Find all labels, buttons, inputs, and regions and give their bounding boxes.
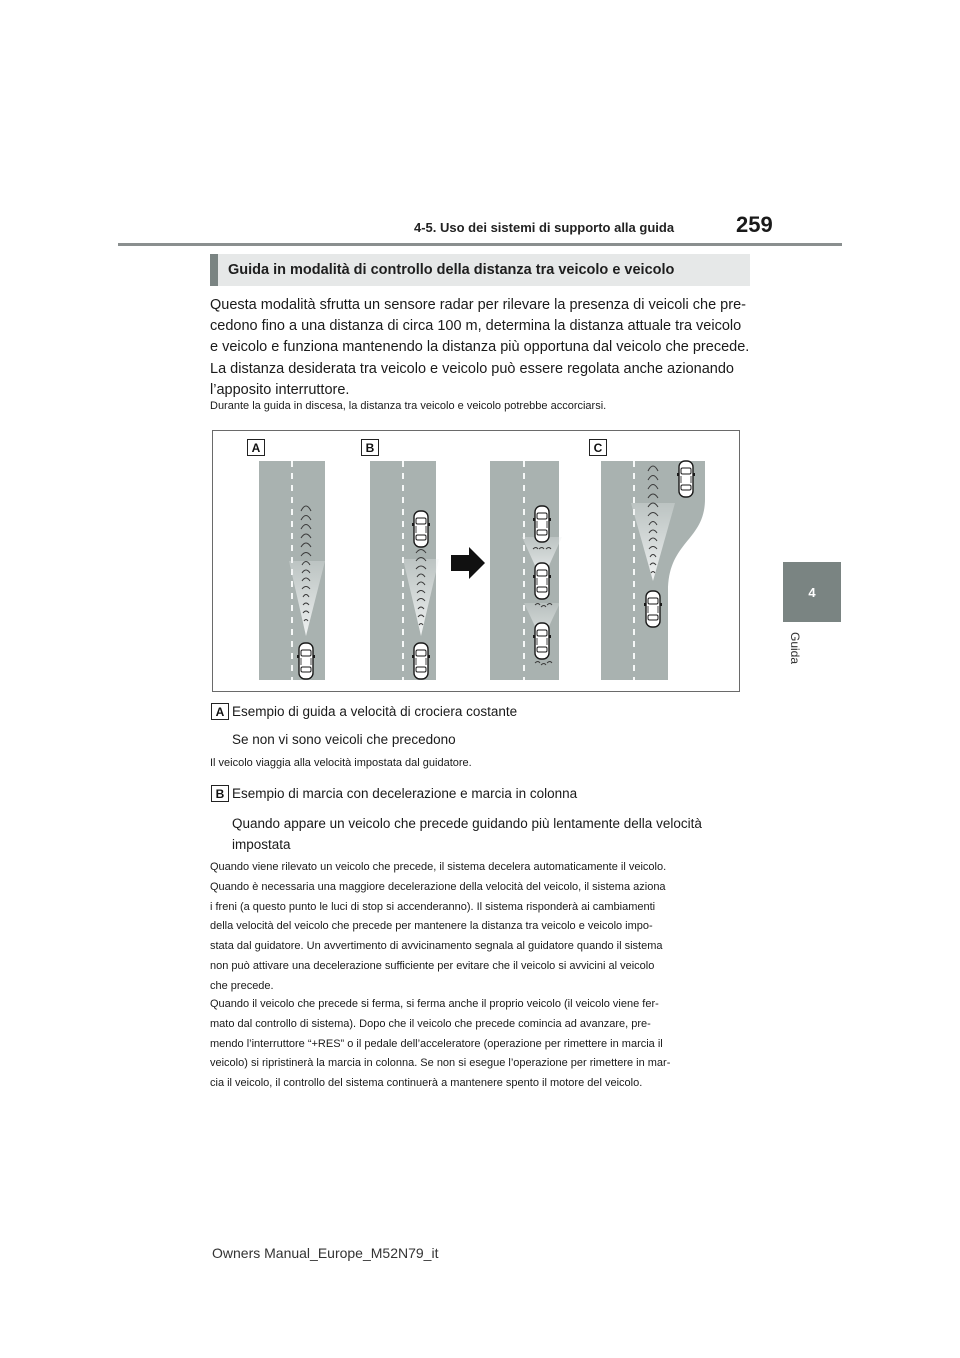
paragraph-line: e veicolo e funziona mantenendo la distanza più opportuna dal veicolo che precede.: [210, 339, 750, 356]
section-title-bar: [210, 254, 750, 286]
item-a-note: [210, 754, 750, 774]
note-line: mato dal controllo di sistema). Dopo che il veicolo che precede comincia ad avanzare, pre-: [210, 1017, 651, 1030]
paragraph-line: Questa modalità sfrutta un sensore radar per rilevare la presenza di veicoli che pre-: [210, 297, 746, 313]
figure-label-a: A: [247, 439, 265, 456]
note-line: che precede.: [210, 979, 274, 992]
note-line: veicolo) si ripristinerà la marcia in colonna. Se non si esegue l’operazione per rimettere in mar-: [210, 1057, 671, 1070]
figure-label-b: B: [361, 439, 379, 456]
note-line: mendo l’interruttore “+RES” o il pedale dell’acceleratore (operazione per rimettere in marcia il: [210, 1037, 663, 1050]
item-b-note-1: [210, 858, 750, 997]
item-b-title: Esempio di marcia con decelerazione e marcia in colonna: [232, 786, 578, 801]
paragraph-line: l’apposito interruttore.: [210, 381, 350, 398]
note-line: Quando è necessaria una maggiore decelerazione della velocità del veicolo, il sistema aziona: [210, 880, 666, 893]
item-a-subtitle: Se non vi sono veicoli che precedono: [232, 732, 456, 747]
section-title: Guida in modalità di controllo della distanza tra veicolo e veicolo: [228, 262, 675, 278]
header-rule: [118, 243, 842, 246]
item-b-note-2: [210, 995, 750, 1094]
section-note: Durante la guida in discesa, la distanza tra veicolo e veicolo potrebbe accorciarsi.: [210, 400, 607, 412]
item-letter-a: A: [211, 703, 229, 720]
note-line: Quando viene rilevato un veicolo che precede, il sistema decelera automaticamente il veicolo.: [210, 861, 667, 873]
footer-text: Owners Manual_Europe_M52N79_it: [212, 1245, 439, 1261]
figure-label-c: C: [589, 439, 607, 456]
subtitle-line: Quando appare un veicolo che precede guidando più lentamente della velocità: [232, 816, 702, 831]
note-line: i freni (a questo punto le luci di stop si accenderanno). Il sistema risponderà ai cambiamenti: [210, 900, 656, 913]
note-line: Quando il veicolo che precede si ferma, si ferma anche il proprio veicolo (il veicolo viene fer-: [210, 998, 659, 1010]
page-number: 259: [736, 212, 773, 237]
road-scene-illustration: [213, 431, 739, 691]
section-paragraph: [210, 295, 750, 401]
note-line: non può attivare una decelerazione sufficiente per evitare che il veicolo si avvicini al veicolo: [210, 959, 655, 972]
note-line: Il veicolo viaggia alla velocità impostata dal guidatore.: [210, 757, 472, 769]
paragraph-line: cedono fino a una distanza di circa 100 m, determina la distanza attuale tra veicolo: [210, 318, 742, 335]
note-line: stata dal guidatore. Un avvertimento di avvicinamento segnala al guidatore quando il sistema: [210, 940, 663, 953]
item-b-subtitle: [232, 813, 752, 855]
chapter-label: Guida: [788, 632, 802, 665]
item-letter-b: B: [211, 785, 229, 802]
item-a-title: Esempio di guida a velocità di crociera costante: [232, 704, 518, 719]
acc-illustration: [212, 430, 740, 692]
note-line: cia il veicolo, il controllo del sistema continuerà a mantenere spento il motore del veicolo.: [210, 1077, 643, 1090]
section-header: 4-5. Uso dei sistemi di supporto alla guida: [414, 220, 675, 235]
subtitle-line: impostata: [232, 837, 291, 852]
note-line: della velocità del veicolo che precede per mantenere la distanza tra veicolo e veicolo impo-: [210, 920, 653, 933]
paragraph-line: La distanza desiderata tra veicolo e veicolo può essere regolata anche azionando: [210, 360, 734, 377]
chapter-tab[interactable]: 4: [783, 562, 841, 622]
